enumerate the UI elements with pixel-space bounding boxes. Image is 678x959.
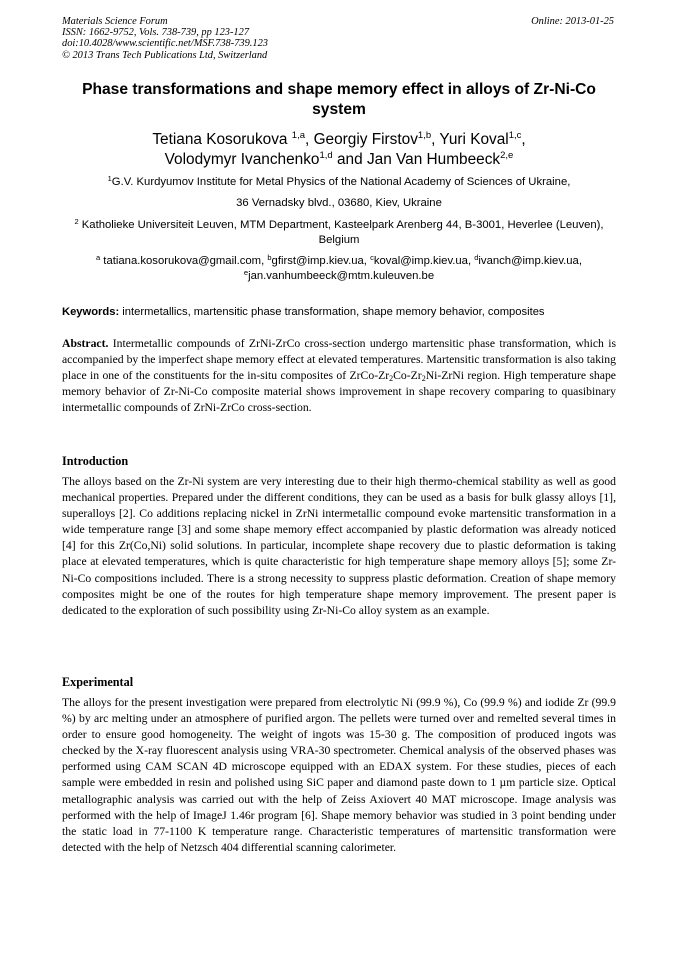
author-sup: 1,c [508, 130, 522, 141]
author-separator: and [332, 151, 367, 168]
abstract-text: Intermetallic compounds of ZrNi-ZrCo cross-section undergo martensitic phase transformation, which is accompanied by the imperfect shape memory effect at elevated temperatures. Martensitic transformation is also taking place in one of the constituents for the in-situ composites of ZrCo-Zr [62, 337, 616, 383]
affiliation-sup: 1 [107, 174, 112, 183]
keywords [62, 305, 616, 319]
abstract-text: Ni-ZrNi region. High temperature shape memory behavior of Zr-Ni-Co composite material shows improvement in shape recovery comparing to quasibinary intermetallic compounds of ZrNi-ZrCo cross-section. [62, 369, 616, 415]
email-link[interactable]: ivanch@imp.kiev.ua [478, 255, 579, 267]
author-name: Jan Van Humbeeck [366, 151, 501, 168]
author-name: Tetiana Kosorukova [152, 131, 288, 148]
experimental-text: The alloys for the present investigation were prepared from electrolytic Ni (99.9 %), Co (99.9 %) and iodide Zr (99.9 %) by arc melting under an atmosphere of purified argon. The pellets were turned over and remelted several times in order to ensure good homogeneity. The weight of ingots was 15-30 g. The composition of produced ingots was checked by the X-ray fluorescent analysis using VRA-30 spectrometer. Chemical analysis of the observed phases was performed using CAM SCAN 4D microscope equipped with an EDAX system. For these studies, pieces of each sample were embedded in resin and polished using SiC paper and diamond paste down to 1 µm particle size. Optical metallographic analysis was carried out with the help of Zeiss Axiovert 40 MAT microscope. Image analysis was performed with the help of ImageJ 1.46r program [6]. Shape memory behavior was studied in 3 point bending under the static load in 77-1100 K temperature range. Characteristic temperatures of martensitic transformation were detected with the help of Netzsch 404 differential scanning calorimeter. [62, 696, 616, 854]
affiliation-2 [62, 218, 616, 248]
author-line-2 [62, 150, 616, 170]
introduction-heading: Introduction [62, 454, 129, 468]
journal-doi: doi:10.4028/www.scientific.net/MSF.738-739.123 [62, 38, 268, 50]
email-link[interactable]: koval@imp.kiev.ua [373, 255, 468, 267]
keywords-label: Keywords: [62, 306, 120, 318]
author-sup: 1,b [417, 130, 432, 141]
email-sup: e [243, 268, 249, 277]
affiliation-1-line-1 [62, 175, 616, 190]
email-link[interactable]: jan.vanhumbeeck@mtm.kuleuven.be [248, 270, 435, 282]
email-sup: d [474, 253, 479, 262]
author-name: Georgiy Firstov [313, 131, 418, 148]
affiliation-text: G.V. Kurdyumov Institute for Metal Physics of the National Academy of Sciences of Ukraine, [111, 176, 571, 188]
keywords-text: intermetallics, martensitic phase transformation, shape memory behavior, composites [119, 306, 545, 318]
journal-copyright: © 2013 Trans Tech Publications Ltd, Switzerland [62, 49, 268, 61]
author-sup: 2,e [500, 150, 514, 161]
introduction-text: The alloys based on the Zr-Ni system are very interesting due to their high thermo-chemical stability as well as good mechanical properties. Prepared under the different conditions, they can be used as a basis for bulk glassy alloys [1], superalloys [2]. Co additions replacing nickel in ZrNi intermetallic compound evoke martensitic transformation in a wide temperature range [3] and some shape memory effect accompanied by plastic deformation was already noticed [4] for this Zr(Co,Ni) solid solutions. In particular, incomplete shape recovery due to plastic deformation is taking place at elevated temperatures, which is quite characteristic for high temperature shape memory alloys [5]; some Zr-Ni-Co compositions included. There is a strong necessity to suppress plastic deformation. Creation of shape memory composites might be one of the routes for high temperature shape memory improvement. The present paper is dedicated to the exploration of such possibility using Zr-Ni-Co alloy system as an example. [62, 475, 616, 617]
author-separator: , [521, 131, 526, 148]
journal-issn: ISSN: 1662-9752, Vols. 738-739, pp 123-127 [62, 27, 250, 39]
author-separator: , [305, 131, 314, 148]
author-sup: 1,d [319, 150, 333, 161]
experimental-heading: Experimental [62, 675, 134, 689]
email-separator: , [578, 255, 582, 267]
journal-name: Materials Science Forum [62, 16, 168, 27]
author-separator: , [431, 131, 440, 148]
affiliation-text: Katholieke Universiteit Leuven, MTM Department, Kasteelpark Arenberg 44, B-3001, Heverlee (Leuven), Belgium [78, 219, 604, 246]
email-separator: , [261, 255, 268, 267]
author-name: Yuri Koval [439, 131, 509, 148]
email-sup: c [370, 253, 374, 262]
abstract-text: Co-Zr [393, 369, 422, 383]
author-line-1 [62, 130, 616, 150]
email-sup: a [96, 253, 101, 262]
online-date: Online: 2013-01-25 [531, 16, 614, 27]
abstract-subscript: 2 [389, 374, 394, 384]
affiliation-1-line-2: 36 Vernadsky blvd., 03680, Kiev, Ukraine [236, 197, 442, 209]
author-name: Volodymyr Ivanchenko [164, 151, 320, 168]
journal-header [62, 16, 268, 61]
email-separator: , [363, 255, 371, 267]
affiliation-sup: 2 [74, 217, 79, 226]
email-link[interactable]: gfirst@imp.kiev.ua [271, 255, 364, 267]
paper-title: Phase transformations and shape memory effect in alloys of Zr-Ni-Co system [82, 81, 596, 118]
affiliation-1 [62, 175, 616, 211]
abstract-subscript: 2 [421, 374, 426, 384]
abstract-label: Abstract. [62, 337, 109, 350]
author-sup: 1,a [291, 130, 305, 141]
email-sup: b [267, 253, 272, 262]
email-link[interactable]: tatiana.kosorukova@gmail.com [100, 255, 262, 267]
email-separator: , [467, 255, 475, 267]
email-list [62, 254, 616, 284]
abstract [62, 336, 616, 416]
author-list [62, 130, 616, 170]
